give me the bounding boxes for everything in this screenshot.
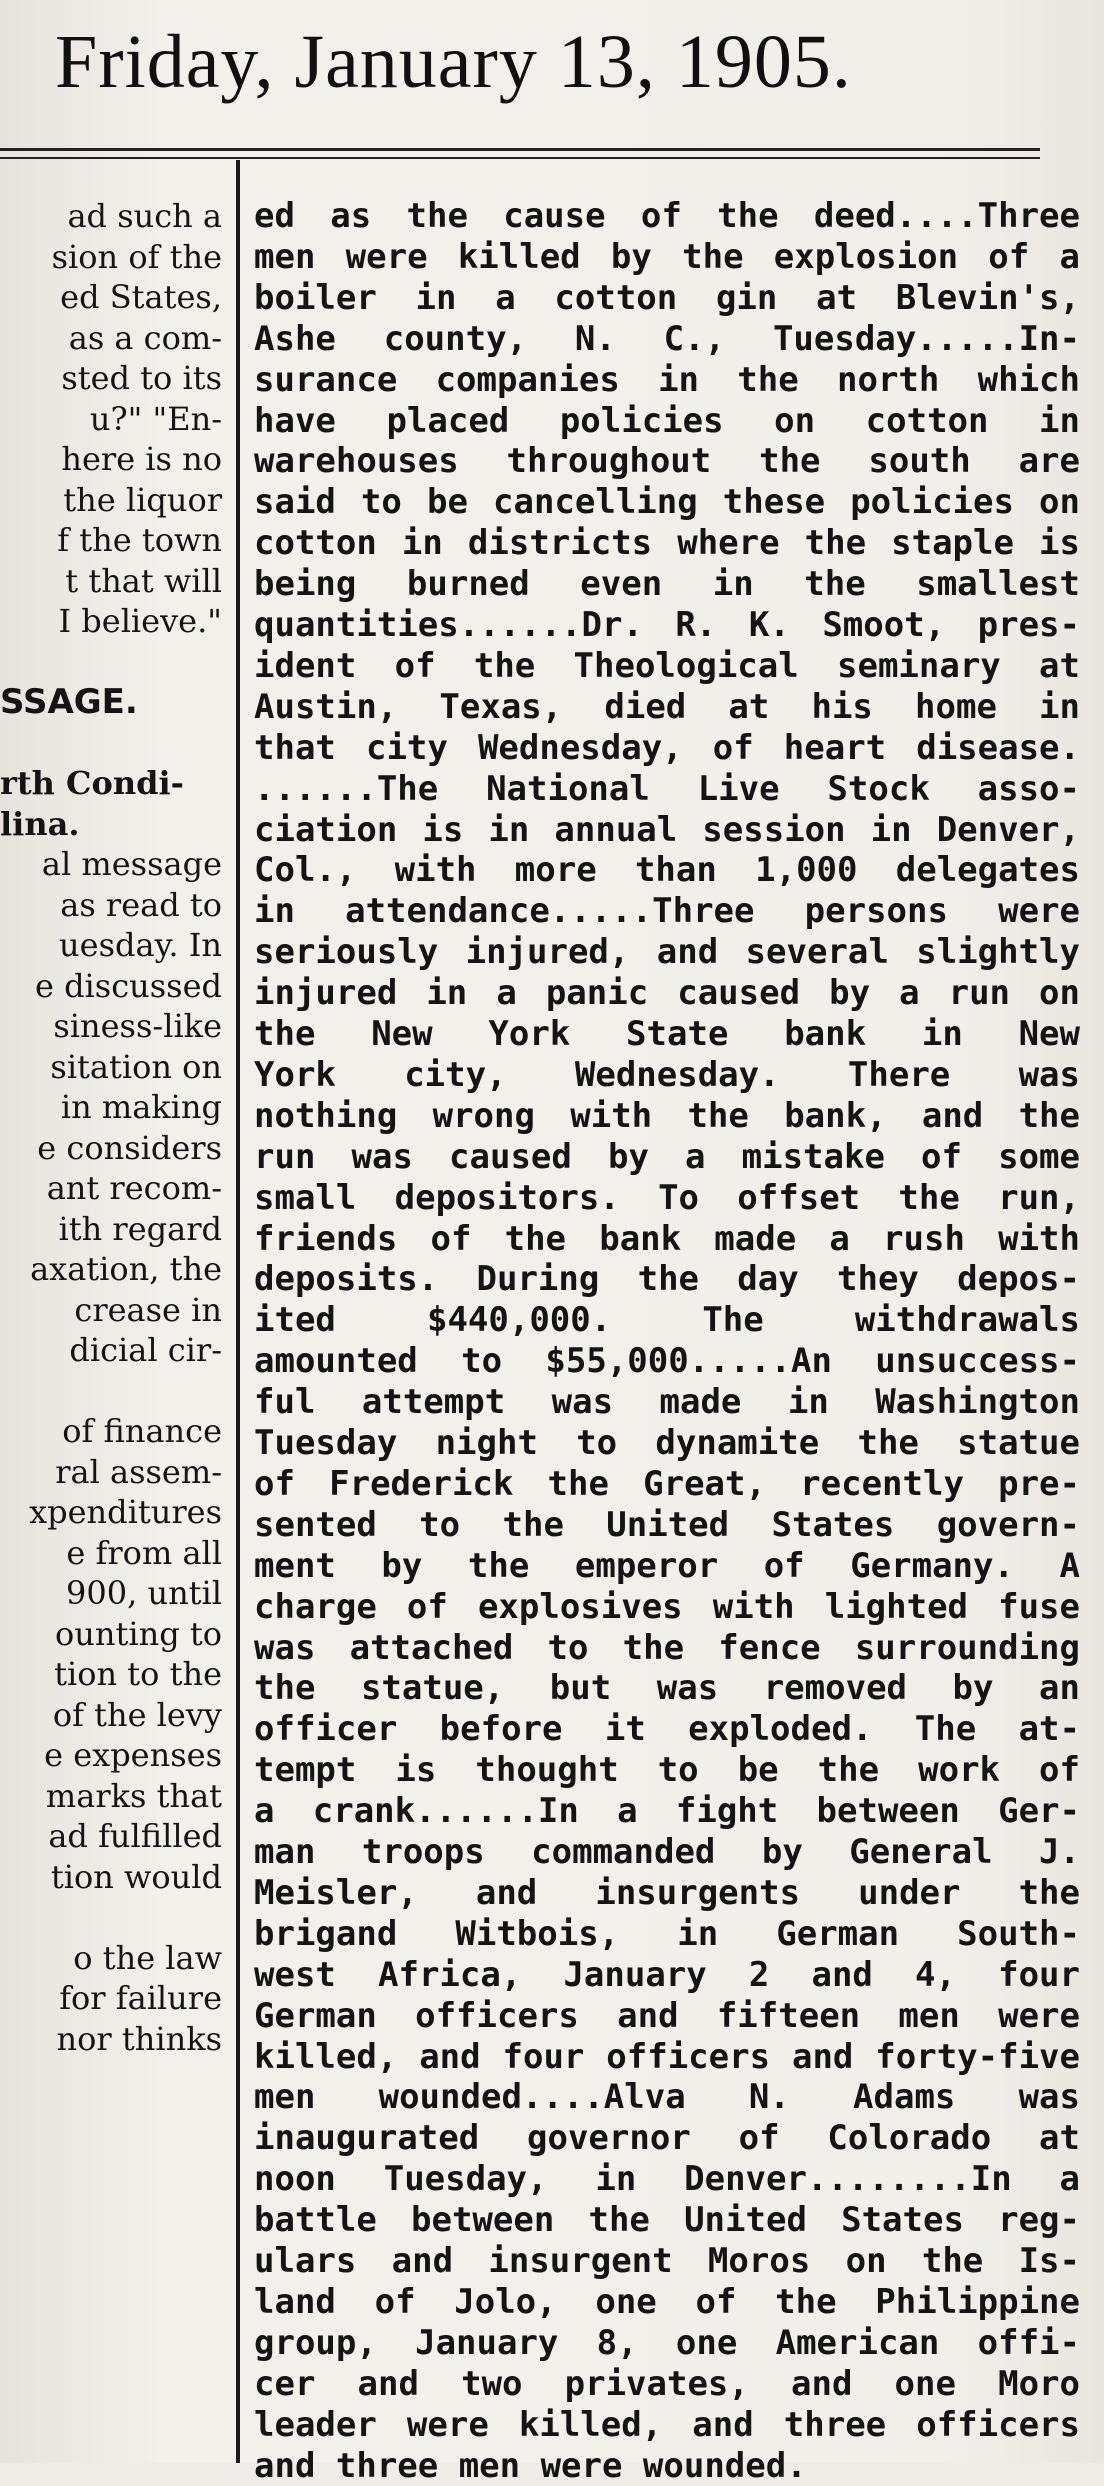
left-column-line: ith regard [58, 1210, 222, 1248]
left-column-line: e expenses [44, 1736, 222, 1774]
left-column-line: I believe." [58, 602, 222, 640]
article-line: being burned even in the smallest [254, 564, 1080, 604]
article-line: injured in a panic caused by a run on [254, 973, 1080, 1013]
article-line: nothing wrong with the bank, and the [254, 1096, 1080, 1136]
left-column-line: as a com- [68, 319, 222, 357]
article-line: said to be cancelling these policies on [254, 482, 1080, 522]
article-line: deposits. During the day they depos- [254, 1259, 1080, 1299]
article-line: seriously injured, and several slightly [254, 932, 1080, 972]
article-line: surance companies in the north which [254, 360, 1080, 400]
article-line: run was caused by a mistake of some [254, 1137, 1080, 1177]
left-column-line: e discussed [34, 967, 222, 1005]
left-column-line: axation, the [30, 1250, 222, 1288]
left-column-line: tion would [50, 1858, 222, 1896]
left-column-line: e from all [66, 1534, 222, 1572]
left-column-line: ant recom- [46, 1169, 222, 1207]
section-heading: SSAGE. [0, 682, 138, 722]
left-column-line: al message [41, 845, 222, 883]
left-column-line: ed States, [60, 278, 222, 316]
article-line: the New York State bank in New [254, 1014, 1080, 1054]
left-column-line: lina. [0, 805, 80, 843]
article-line: friends of the bank made a rush with [254, 1219, 1080, 1259]
article-line: Austin, Texas, died at his home in [254, 687, 1080, 727]
left-column-line: t that will [65, 562, 222, 600]
left-column-line: ounting to [55, 1615, 222, 1653]
left-column-line: in making [60, 1088, 222, 1126]
article-line: cer and two privates, and one Moro [254, 2364, 1080, 2404]
article-line: group, January 8, one American offi- [254, 2323, 1080, 2363]
article-line: York city, Wednesday. There was [254, 1055, 1080, 1095]
left-column-line: 900, until [66, 1574, 222, 1612]
left-column-line: nor thinks [56, 2020, 222, 2058]
article-line: inaugurated governor of Colorado at [254, 2118, 1080, 2158]
article-line: men wounded....Alva N. Adams was [254, 2077, 1080, 2117]
article-line: ulars and insurgent Moros on the Is- [254, 2241, 1080, 2281]
article-line: noon Tuesday, in Denver........In a [254, 2159, 1080, 2199]
article-line: Col., with more than 1,000 delegates [254, 850, 1080, 890]
left-column-line: the liquor [63, 481, 222, 519]
article-line: of Frederick the Great, recently pre- [254, 1464, 1080, 1504]
left-column-line: for failure [59, 1979, 222, 2017]
left-column-line: sitation on [50, 1048, 222, 1086]
article-line: the statue, but was removed by an [254, 1668, 1080, 1708]
left-column-line: marks that [45, 1777, 222, 1815]
masthead-rule-bottom [0, 157, 1040, 159]
right-column-text [254, 196, 1080, 2486]
column-divider [236, 160, 240, 2463]
article-line: Ashe county, N. C., Tuesday.....In- [254, 319, 1080, 359]
article-line: sented to the United States govern- [254, 1505, 1080, 1545]
article-line: killed, and four officers and forty-five [254, 2037, 1080, 2077]
article-line: was attached to the fence surrounding [254, 1628, 1080, 1668]
article-line: in attendance.....Three persons were [254, 891, 1080, 931]
left-column-line: here is no [61, 440, 222, 478]
article-line: Meisler, and insurgents under the [254, 1873, 1080, 1913]
article-line: German officers and fifteen men were [254, 1996, 1080, 2036]
article-line: and three men were wounded. [254, 2446, 807, 2486]
article-line: boiler in a cotton gin at Blevin's, [254, 278, 1080, 318]
article-line: land of Jolo, one of the Philippine [254, 2282, 1080, 2322]
article-line: ciation is in annual session in Denver, [254, 810, 1080, 850]
left-column-line: dicial cir- [69, 1331, 222, 1369]
left-column-line: sion of the [51, 238, 222, 276]
article-line: officer before it exploded. The at- [254, 1709, 1080, 1749]
page-dateline: Friday, January 13, 1905. [55, 20, 852, 104]
left-column-line: o the law [73, 1939, 222, 1977]
left-column-line: ad such a [67, 197, 222, 235]
left-column-line: as read to [60, 886, 222, 924]
article-line: brigand Witbois, in German South- [254, 1914, 1080, 1954]
article-line: ited $440,000. The withdrawals [254, 1300, 1080, 1340]
article-line: men were killed by the explosion of a [254, 237, 1080, 277]
left-column-line: sted to its [61, 359, 222, 397]
article-line: tempt is thought to be the work of [254, 1750, 1080, 1790]
article-line: small depositors. To offset the run, [254, 1178, 1080, 1218]
left-column-line: of finance [62, 1412, 222, 1450]
article-line: ed as the cause of the deed....Three [254, 196, 1080, 236]
article-line: leader were killed, and three officers [254, 2405, 1080, 2445]
left-column-line: crease in [74, 1291, 222, 1329]
article-line: Tuesday night to dynamite the statue [254, 1423, 1080, 1463]
article-line: quantities......Dr. R. K. Smoot, pres- [254, 605, 1080, 645]
left-column-line: of the levy [52, 1696, 222, 1734]
article-line: cotton in districts where the staple is [254, 523, 1080, 563]
article-line: warehouses throughout the south are [254, 441, 1080, 481]
article-line: that city Wednesday, of heart disease. [254, 728, 1080, 768]
left-column-line: ral assem- [55, 1453, 222, 1491]
left-column-line: siness-like [53, 1007, 222, 1045]
article-line: man troops commanded by General J. [254, 1832, 1080, 1872]
article-line: west Africa, January 2 and 4, four [254, 1955, 1080, 1995]
left-column-line: u?" "En- [89, 400, 222, 438]
article-line: ident of the Theological seminary at [254, 646, 1080, 686]
left-column-line: xpenditures [29, 1493, 222, 1531]
left-column-line: e considers [37, 1129, 222, 1167]
left-column-line: uesday. In [59, 926, 222, 964]
article-line: ......The National Live Stock asso- [254, 769, 1080, 809]
masthead-rule-top [0, 148, 1040, 151]
left-column-line: tion to the [54, 1655, 222, 1693]
article-line: a crank......In a fight between Ger- [254, 1791, 1080, 1831]
article-line: ful attempt was made in Washington [254, 1382, 1080, 1422]
left-column-line: f the town [57, 521, 222, 559]
left-column-line: ad fulfilled [48, 1817, 222, 1855]
article-line: ment by the emperor of Germany. A [254, 1546, 1080, 1586]
article-line: battle between the United States reg- [254, 2200, 1080, 2240]
article-line: amounted to $55,000.....An unsuccess- [254, 1341, 1080, 1381]
article-line: have placed policies on cotton in [254, 401, 1080, 441]
left-column-text [0, 196, 232, 2463]
article-line: charge of explosives with lighted fuse [254, 1587, 1080, 1627]
left-column-line: rth Condi- [0, 764, 184, 802]
